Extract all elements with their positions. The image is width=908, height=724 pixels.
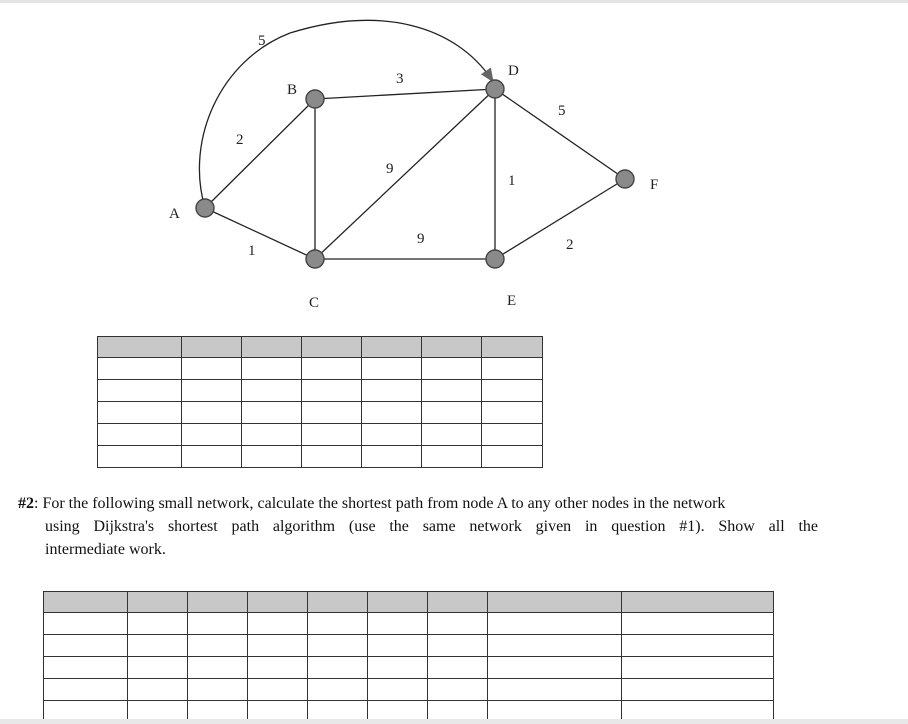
work-table-1 <box>97 336 543 468</box>
table-cell[interactable] <box>44 635 128 657</box>
table-cell[interactable] <box>308 657 368 679</box>
table-row <box>44 635 774 657</box>
table-cell[interactable] <box>128 592 188 613</box>
table-cell[interactable] <box>248 679 308 701</box>
table-header-row <box>44 592 774 613</box>
table-cell[interactable] <box>302 358 362 380</box>
table-row <box>98 424 543 446</box>
work-table-2 <box>43 591 774 723</box>
table-cell[interactable] <box>308 635 368 657</box>
table-row <box>44 679 774 701</box>
weight-label-a-d: 5 <box>258 33 266 49</box>
table-cell[interactable] <box>482 380 543 402</box>
table-cell[interactable] <box>44 613 128 635</box>
question-2-line-2: using Dijkstra's shortest path algorithm (use the same network given in question #1). Show all the <box>45 518 818 535</box>
table-cell[interactable] <box>188 679 248 701</box>
table-cell[interactable] <box>188 613 248 635</box>
edge-a-d-curved <box>199 20 492 208</box>
table-cell[interactable] <box>488 635 622 657</box>
table-cell[interactable] <box>428 592 488 613</box>
table-cell[interactable] <box>362 402 422 424</box>
table-header-row <box>98 337 543 358</box>
network-graph <box>0 0 908 320</box>
table-cell[interactable] <box>44 592 128 613</box>
weight-label-a-b: 2 <box>236 132 244 148</box>
edge-a-b <box>205 99 315 208</box>
question-2-line-1-text: : For the following small network, calculate the shortest path from node A to any other nodes in the network <box>34 495 726 512</box>
weight-label-b-d: 3 <box>396 71 404 87</box>
table-cell[interactable] <box>368 613 428 635</box>
edge-b-d <box>315 89 495 99</box>
edge-a-c <box>205 208 315 259</box>
question-2-line-1 <box>18 492 818 515</box>
table-cell[interactable] <box>182 402 242 424</box>
table-cell[interactable] <box>362 337 422 358</box>
table-row <box>98 446 543 468</box>
table-cell[interactable] <box>308 613 368 635</box>
bottom-border <box>0 719 908 724</box>
table-cell[interactable] <box>482 402 543 424</box>
table-cell[interactable] <box>308 592 368 613</box>
table-cell[interactable] <box>242 446 302 468</box>
table-cell[interactable] <box>248 592 308 613</box>
table-cell[interactable] <box>242 380 302 402</box>
table-cell[interactable] <box>622 635 774 657</box>
node-label-c: C <box>309 295 320 311</box>
node-c <box>306 250 324 268</box>
node-e <box>486 250 504 268</box>
weight-label-c-d: 9 <box>386 161 394 177</box>
weight-label-e-f: 2 <box>566 237 574 253</box>
table-cell[interactable] <box>248 613 308 635</box>
table-cell[interactable] <box>428 613 488 635</box>
table-cell[interactable] <box>182 358 242 380</box>
table-cell[interactable] <box>622 679 774 701</box>
table-cell[interactable] <box>368 657 428 679</box>
weight-label-d-e: 1 <box>508 173 516 189</box>
table-cell[interactable] <box>368 592 428 613</box>
table-cell[interactable] <box>422 446 482 468</box>
table-row <box>44 613 774 635</box>
table-cell[interactable] <box>98 337 182 358</box>
table-cell[interactable] <box>622 613 774 635</box>
node-label-a: A <box>169 206 180 222</box>
table-cell[interactable] <box>128 679 188 701</box>
table-cell[interactable] <box>482 446 543 468</box>
weight-label-d-f: 5 <box>558 103 566 119</box>
table-cell[interactable] <box>362 446 422 468</box>
table-cell[interactable] <box>302 424 362 446</box>
table-cell[interactable] <box>248 635 308 657</box>
table-cell[interactable] <box>128 635 188 657</box>
table-cell[interactable] <box>128 613 188 635</box>
question-2 <box>18 492 818 561</box>
table-cell[interactable] <box>422 380 482 402</box>
table-cell[interactable] <box>422 358 482 380</box>
table-cell[interactable] <box>362 358 422 380</box>
table-cell[interactable] <box>482 337 543 358</box>
table-cell[interactable] <box>182 337 242 358</box>
table-cell[interactable] <box>622 657 774 679</box>
weight-label-a-c: 1 <box>248 243 256 259</box>
node-f <box>616 170 634 188</box>
table-cell[interactable] <box>302 446 362 468</box>
table-cell[interactable] <box>182 446 242 468</box>
node-label-f: F <box>650 177 659 193</box>
table-cell[interactable] <box>242 402 302 424</box>
edge-e-f <box>495 179 625 259</box>
node-a <box>196 199 214 217</box>
table-cell[interactable] <box>422 424 482 446</box>
table-cell[interactable] <box>622 592 774 613</box>
table-cell[interactable] <box>428 657 488 679</box>
table-cell[interactable] <box>242 358 302 380</box>
table-cell[interactable] <box>182 424 242 446</box>
table-row <box>44 657 774 679</box>
table-cell[interactable] <box>44 679 128 701</box>
table-cell[interactable] <box>182 380 242 402</box>
table-cell[interactable] <box>98 358 182 380</box>
node-b <box>306 90 324 108</box>
table-cell[interactable] <box>428 679 488 701</box>
table-cell[interactable] <box>98 424 182 446</box>
table-cell[interactable] <box>248 657 308 679</box>
edge-c-d <box>315 89 495 259</box>
table-cell[interactable] <box>44 657 128 679</box>
table-cell[interactable] <box>188 635 248 657</box>
node-d <box>486 80 504 98</box>
table-cell[interactable] <box>242 424 302 446</box>
table-cell[interactable] <box>488 613 622 635</box>
table-row <box>98 358 543 380</box>
table-cell[interactable] <box>368 679 428 701</box>
table-cell[interactable] <box>128 657 188 679</box>
node-label-e: E <box>507 293 517 309</box>
question-2-line-3: intermediate work. <box>45 541 166 558</box>
table-cell[interactable] <box>422 402 482 424</box>
table-cell[interactable] <box>188 592 248 613</box>
table-cell[interactable] <box>488 657 622 679</box>
table-cell[interactable] <box>302 402 362 424</box>
table-cell[interactable] <box>302 380 362 402</box>
table-cell[interactable] <box>422 337 482 358</box>
table-cell[interactable] <box>482 358 543 380</box>
table-cell[interactable] <box>482 424 543 446</box>
weight-label-c-e: 9 <box>417 231 425 247</box>
table-cell[interactable] <box>98 402 182 424</box>
table-cell[interactable] <box>188 657 248 679</box>
table-cell[interactable] <box>488 679 622 701</box>
table-cell[interactable] <box>302 337 362 358</box>
node-label-d: D <box>508 63 519 79</box>
table-cell[interactable] <box>98 446 182 468</box>
table-cell[interactable] <box>368 635 428 657</box>
table-cell[interactable] <box>488 592 622 613</box>
table-row <box>98 402 543 424</box>
question-number: #2 <box>18 495 34 512</box>
table-cell[interactable] <box>242 337 302 358</box>
node-label-b: B <box>287 82 298 98</box>
table-row <box>98 380 543 402</box>
table-cell[interactable] <box>362 424 422 446</box>
table-cell[interactable] <box>308 679 368 701</box>
table-cell[interactable] <box>98 380 182 402</box>
table-cell[interactable] <box>362 380 422 402</box>
table-cell[interactable] <box>428 635 488 657</box>
